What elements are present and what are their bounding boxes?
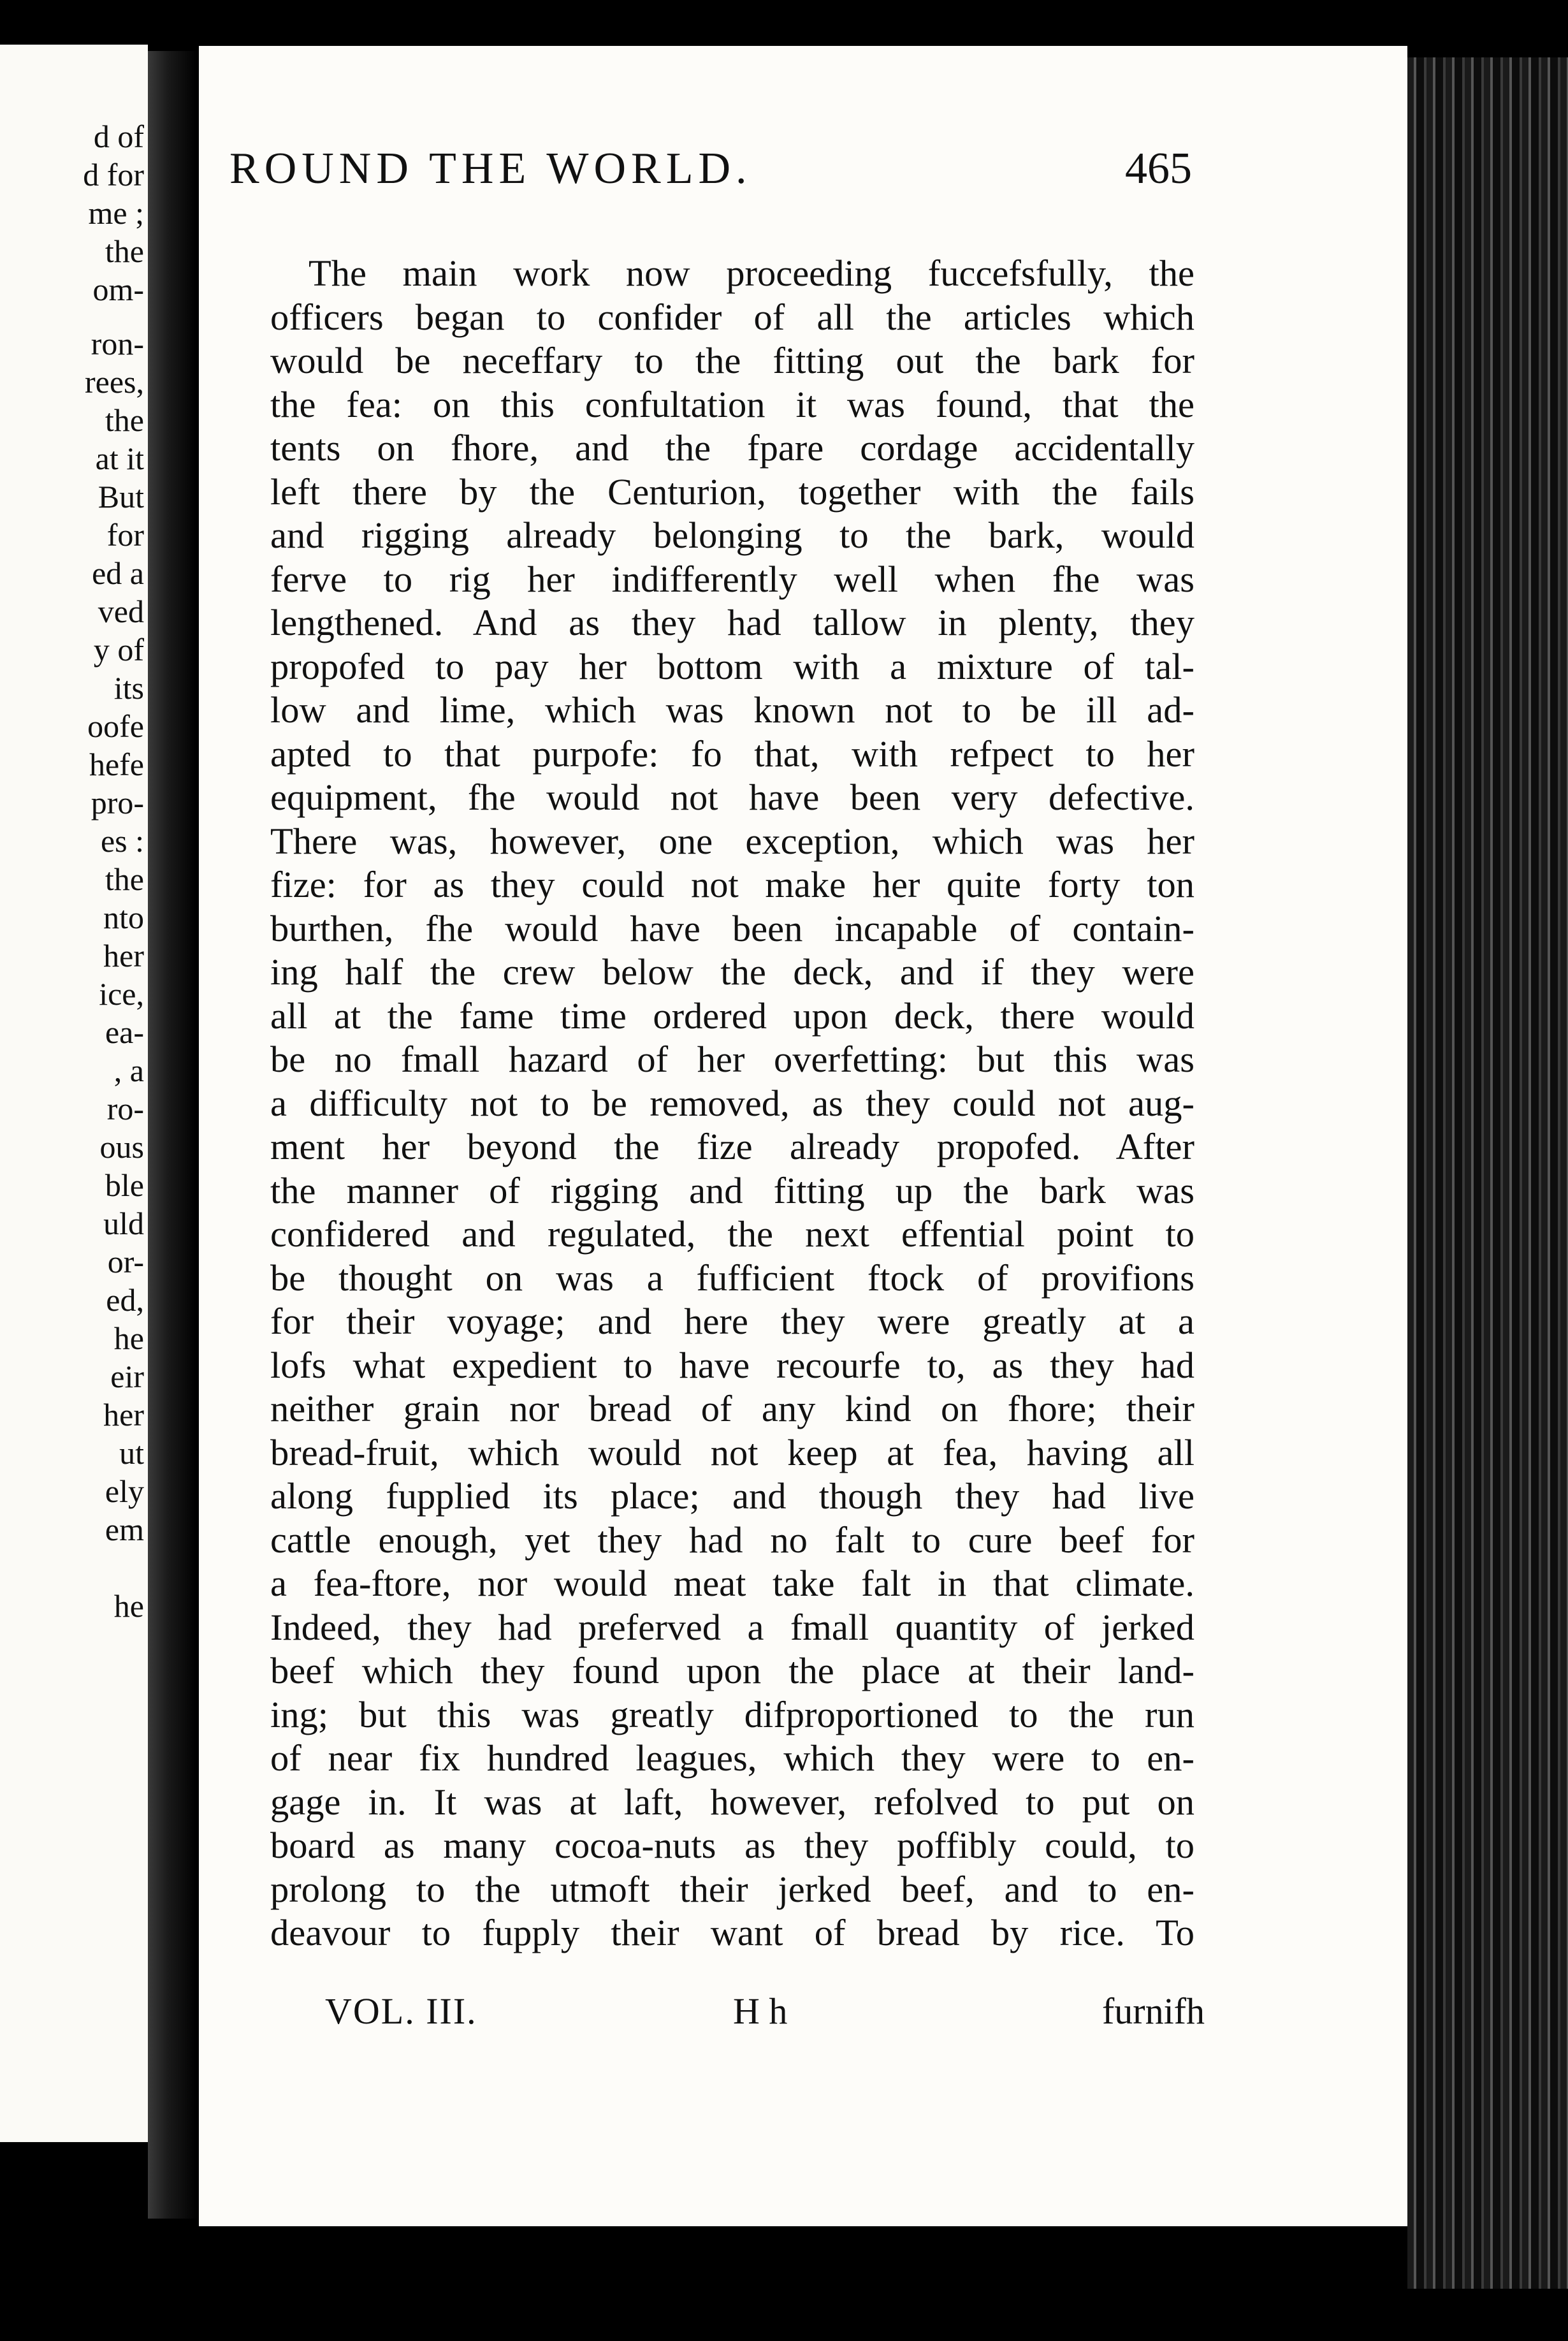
left-page-fragment-line: the <box>105 233 144 269</box>
text-line: ment her beyond the fize already propofed. After <box>270 1126 1194 1167</box>
text-line: all at the fame time ordered upon deck, there would <box>270 995 1194 1037</box>
left-page-fragment-line: for <box>106 517 144 553</box>
text-line: officers began to confider of all the articles which <box>270 296 1194 338</box>
text-line: There was, however, one exception, which was her <box>270 820 1194 862</box>
left-page-fragment-line: he <box>113 1320 144 1356</box>
left-page-fragment-line: ut <box>119 1435 144 1471</box>
left-page-fragment-line: ved <box>98 594 144 629</box>
page-edges <box>1407 57 1568 2289</box>
text-line: the manner of rigging and fitting up the bark was <box>270 1169 1194 1211</box>
left-page-fragment-line: the <box>105 402 144 438</box>
text-line: cattle enough, yet they had no falt to cure beef for <box>270 1519 1194 1561</box>
body-text <box>270 252 1194 1955</box>
left-page-fragment-line: But <box>98 479 144 514</box>
text-line: deavour to fupply their want of bread by rice. To <box>270 1912 1194 1953</box>
text-line: prolong to the utmoft their jerked beef, and to en- <box>270 1868 1194 1910</box>
text-line: would be neceffary to the fitting out the bark for <box>270 340 1194 381</box>
left-page-fragment-line: ea- <box>105 1014 144 1050</box>
text-line: the fea: on this confultation it was found, that the <box>270 383 1194 425</box>
left-page-fragment-line: om- <box>92 272 144 307</box>
left-page-fragment-line: es : <box>100 823 144 859</box>
left-page-fragment-line: ro- <box>106 1091 144 1127</box>
text-line: for their voyage; and here they were greatly at a <box>270 1301 1194 1342</box>
left-page-fragment-line: , a <box>113 1053 144 1088</box>
left-page-fragment <box>0 45 148 2142</box>
text-line: beef which they found upon the place at their land- <box>270 1650 1194 1691</box>
left-page-fragment-line: ble <box>105 1167 144 1203</box>
left-page-fragment-line: at it <box>95 441 144 476</box>
text-line: board as many cocoa-nuts as they poffibly could, to <box>270 1825 1194 1866</box>
left-page-fragment-line: em <box>105 1512 144 1547</box>
text-line: tents on fhore, and the fpare cordage accidentally <box>270 427 1194 469</box>
catchword: furnifh <box>1101 1990 1205 2032</box>
left-page-fragment-line: uld <box>103 1206 144 1241</box>
text-line: a fea-ftore, nor would meat take falt in that climate. <box>270 1563 1194 1604</box>
text-line: equipment, fhe would not have been very defective. <box>270 777 1194 818</box>
text-line: ing; but this was greatly difproportioned to the run <box>270 1693 1194 1735</box>
text-line: ing half the crew below the deck, and if they were <box>270 951 1194 993</box>
text-line: gage in. It was at laft, however, refolved to put on <box>270 1781 1194 1823</box>
text-line: along fupplied its place; and though they had live <box>270 1475 1194 1517</box>
left-page-fragment-line: ron- <box>91 326 144 361</box>
left-page-fragment-line: pro- <box>91 785 144 820</box>
text-line: bread-fruit, which would not keep at fea, having all <box>270 1431 1194 1473</box>
left-page-fragment-line: oofe <box>87 708 144 744</box>
left-page-fragment-line: nto <box>103 900 144 935</box>
text-line: burthen, fhe would have been incapable of contain- <box>270 907 1194 949</box>
text-line: be thought on was a fufficient ftock of provifions <box>270 1257 1194 1299</box>
text-line: fize: for as they could not make her quite forty ton <box>270 864 1194 905</box>
text-line: low and lime, which was known not to be ill ad- <box>270 689 1194 731</box>
text-line: and rigging already belonging to the bark, would <box>270 514 1194 556</box>
left-page-fragment-line: its <box>113 670 144 706</box>
text-line: apted to that purpofe: fo that, with refpect to her <box>270 733 1194 775</box>
text-line: lofs what expedient to have recourfe to, as they had <box>270 1344 1194 1386</box>
text-line: The main work now proceeding fuccefsfully, the <box>309 252 1194 294</box>
left-page-fragment-line: he <box>113 1588 144 1624</box>
text-line: left there by the Centurion, together with the fails <box>270 470 1194 513</box>
left-page-fragment-line: ely <box>105 1473 144 1509</box>
left-page-fragment-line: ed a <box>92 555 144 591</box>
left-page-fragment-line: me ; <box>88 195 144 231</box>
left-page-fragment-line: ice, <box>99 976 144 1012</box>
left-page-fragment-line: her <box>103 1397 144 1433</box>
running-title: ROUND THE WORLD. <box>229 144 752 193</box>
left-page-fragment-line: ed, <box>106 1282 144 1318</box>
running-head <box>229 131 1192 207</box>
text-line: be no fmall hazard of her overfetting: but this was <box>270 1039 1194 1080</box>
text-line: neither grain nor bread of any kind on fhore; their <box>270 1388 1194 1429</box>
left-page-fragment-line: her <box>103 938 144 974</box>
left-page-fragment-line: ous <box>99 1129 144 1165</box>
left-page-fragment-line: rees, <box>85 364 144 400</box>
text-line: ferve to rig her indifferently well when fhe was <box>270 558 1194 600</box>
left-page-fragment-line: hefe <box>89 747 144 782</box>
signature-mark: H h <box>733 1990 788 2032</box>
volume-mark: VOL. III. <box>325 1990 477 2032</box>
left-binding-gutter <box>148 51 198 2219</box>
left-page-fragment-line: d of <box>93 119 144 154</box>
text-line: confidered and regulated, the next effential point to <box>270 1213 1194 1255</box>
text-line: lengthened. And as they had tallow in plenty, they <box>270 602 1194 643</box>
page-number: 465 <box>1125 144 1192 193</box>
left-page-fragment-line: the <box>105 861 144 897</box>
left-page-fragment-line: y of <box>93 632 144 667</box>
text-line: propofed to pay her bottom with a mixture of tal- <box>270 645 1194 687</box>
left-page-fragment-line: eir <box>110 1359 144 1394</box>
text-line: a difficulty not to be removed, as they could not aug- <box>270 1082 1194 1124</box>
left-page-fragment-line: d for <box>83 157 144 193</box>
text-line: of near fix hundred leagues, which they were to en- <box>270 1737 1194 1779</box>
text-line: Indeed, they had preferved a fmall quantity of jerked <box>270 1606 1194 1648</box>
left-page-fragment-line: or- <box>107 1244 144 1280</box>
page-footer <box>325 1986 1205 2037</box>
